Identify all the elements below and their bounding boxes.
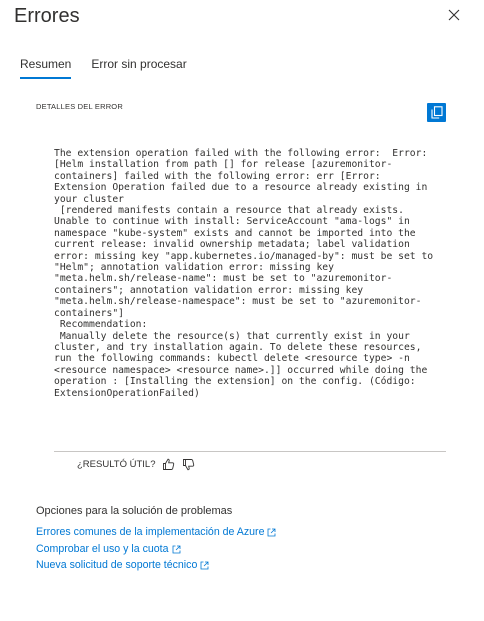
troubleshooting-links xyxy=(36,526,276,572)
feedback-label: ¿RESULTÓ ÚTIL? xyxy=(77,458,156,470)
close-icon xyxy=(448,9,460,21)
tab-bar xyxy=(20,56,187,79)
feedback-bar xyxy=(77,457,195,471)
external-link-icon xyxy=(200,561,209,570)
copy-button[interactable] xyxy=(427,103,446,122)
panel-title: Errores xyxy=(14,5,80,27)
error-details-label: DETALLES DEL ERROR xyxy=(36,102,123,111)
feedback-divider xyxy=(54,451,446,452)
error-message: The extension operation failed with the following error: Error: [Helm installation from path [] for release [azuremonitor- containers] failed with the following error: err [Error: Extension Operation failed due to a resource already existing in your cluster [rendered manifests contain a resource that already exists. Unable to continue with install: ServiceAccount "ama-logs" in namespace "kube-system" exists and cannot be imported into the current release: invalid ownership metadata; label validation error: missing key "app.kubernetes.io/managed-by": must be set to "Helm"; annotation validation error: missing key "meta.helm.sh/release-name": must be set to "azuremonitor- containers"; annotation validation error: missing key "meta.helm.sh/release-namespace": must be set to "azuremonitor- containers"] Recommendation: Manually delete the resource(s) that currently exist in your cluster, and try installation again. To delete these resources, run the following commands: kubectl delete <resource type> -n <resource namespace> <resource name>.]] occurred while doing the operation : [Installing the extension] on the config. (Código: ExtensionOperationFailed) xyxy=(54,148,434,399)
link-label: Comprobar el uso y la cuota xyxy=(36,542,169,555)
thumbs-down-icon[interactable] xyxy=(181,457,195,471)
tab-summary[interactable]: Resumen xyxy=(20,56,71,79)
tab-raw-error[interactable]: Error sin procesar xyxy=(91,57,187,71)
troubleshooting-title: Opciones para la solución de problemas xyxy=(36,505,233,517)
link-label: Errores comunes de la implementación de Azure xyxy=(36,526,265,538)
external-link-icon xyxy=(267,528,276,537)
link-label: Nueva solicitud de soporte técnico xyxy=(36,559,198,571)
link-common-deployment-errors[interactable] xyxy=(36,526,276,539)
external-link-icon xyxy=(172,545,181,554)
link-check-usage-quota[interactable] xyxy=(36,543,276,556)
link-new-support-request[interactable] xyxy=(36,559,276,572)
copy-icon xyxy=(431,106,443,119)
thumbs-up-icon[interactable] xyxy=(161,457,175,471)
close-button[interactable] xyxy=(443,4,465,26)
